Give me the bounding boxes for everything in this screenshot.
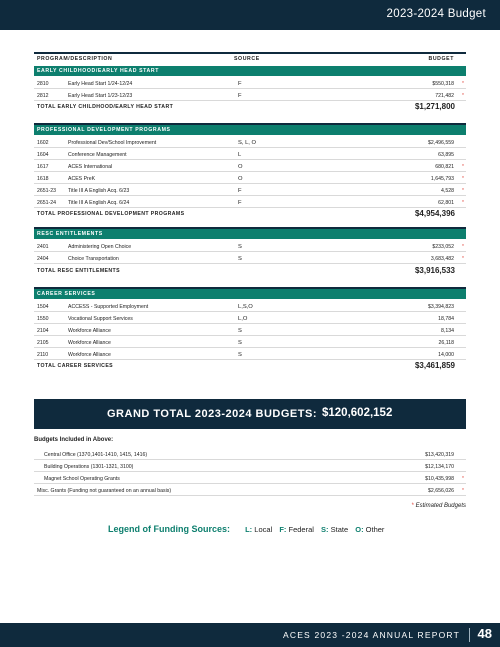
row-amount: 1,645,793 [430,176,454,182]
table-row [34,253,466,264]
table-row [34,90,466,101]
row-amount: 14,000 [438,352,454,358]
row-code: 2105 [37,340,49,346]
row-source: L,O [238,316,248,322]
row-source: L,S,O [238,304,253,310]
row-code: 2651-24 [37,200,57,206]
estimate-star: * [462,176,464,182]
estimate-star: * [462,200,464,206]
row-code: 2401 [37,244,49,250]
row-code: 1602 [37,140,49,146]
row-code: 2812 [37,93,49,99]
included-row [34,473,466,484]
table-row [34,197,466,208]
table-row [34,349,466,360]
row-source: F [238,81,242,87]
included-row [34,449,466,460]
header-band [0,0,500,30]
total-value: $3,916,533 [414,266,455,275]
column-header-row [34,54,466,65]
section-total-professional-development [34,208,466,220]
grand-total-value: $120,602,152 [322,407,393,419]
row-amount: 26,118 [438,340,454,346]
total-label: TOTAL CAREER SERVICES [37,363,114,369]
table-row [34,185,466,196]
row-code: 1604 [37,152,49,158]
estimate-star: * [462,476,464,482]
row-amount: $2,496,559 [428,140,454,146]
estimate-star: * [462,488,464,494]
row-code: 2810 [37,81,49,87]
row-description: Professional Dev/School Improvement [68,140,157,146]
row-amount: 18,784 [438,316,454,322]
page-number: 48 [477,626,492,641]
included-label: Misc. Grants (Funding not guaranteed on an annual basis) [37,488,172,494]
row-description: ACES International [68,164,113,170]
table-row [34,137,466,148]
row-amount: $550,318 [432,81,454,87]
included-amount: $13,420,319 [425,452,454,458]
legend-title: Legend of Funding Sources: [108,524,230,534]
funding-legend [108,524,384,534]
total-value: $3,461,859 [414,361,455,370]
estimated-budgets-note [412,503,466,509]
row-amount: 4,528 [441,188,454,194]
total-value: $4,954,396 [414,209,455,218]
total-label: TOTAL RESC ENTITLEMENTS [37,268,120,274]
row-code: 2110 [37,352,49,358]
row-source: S [238,244,242,250]
estimate-star: * [462,244,464,250]
section-header-early-childhood: EARLY CHILDHOOD/EARLY HEAD START [34,66,466,76]
section-total-career-services [34,360,466,372]
row-source: S [238,256,242,262]
row-code: 1618 [37,176,49,182]
table-row [34,149,466,160]
legend-key-local: L: [245,525,253,534]
row-amount: 63,895 [438,152,454,158]
row-description: Vocational Support Services [68,316,133,322]
total-label: TOTAL EARLY CHILDHOOD/EARLY HEAD START [37,104,174,110]
section-header-professional-development: PROFESSIONAL DEVELOPMENT PROGRAMS [34,125,466,135]
estimate-star: * [462,81,464,87]
row-source: F [238,188,242,194]
row-source: S [238,328,242,334]
section-total-resc-entitlements [34,265,466,277]
legend-key-federal: F: [279,525,287,534]
legend-key-state: S: [321,525,329,534]
row-description: Workforce Alliance [68,352,111,358]
row-amount: 3,683,482 [430,256,454,262]
section-total-early-childhood [34,101,466,113]
estimate-star: * [462,256,464,262]
estimate-star: * [411,503,414,509]
row-code: 2104 [37,328,49,334]
legend-key-other: O: [355,525,364,534]
included-budgets-title: Budgets Included in Above: [34,437,114,443]
included-row [34,485,466,496]
row-description: ACES PreK [68,176,96,182]
included-label: Central Office (1370,1401-1410, 1415, 1416) [44,452,148,458]
row-code: 2404 [37,256,49,262]
table-row [34,173,466,184]
total-label: TOTAL PROFESSIONAL DEVELOPMENT PROGRAMS [37,211,185,217]
legend-label-other: Other [365,525,385,534]
row-description: Workforce Alliance [68,340,111,346]
included-amount: $10,435,998 [425,476,454,482]
column-header-budget: BUDGET [428,56,454,62]
column-header-source: SOURCE [234,56,260,62]
row-source: S [238,352,242,358]
row-description: ACCESS - Supported Employment [68,304,149,310]
estimate-star: * [462,164,464,170]
row-code: 1550 [37,316,49,322]
table-row [34,301,466,312]
row-source: F [238,200,242,206]
row-description: Early Head Start 1/23-12/23 [68,93,133,99]
row-source: S [238,340,242,346]
row-amount: 680,821 [435,164,454,170]
row-source: L [238,152,242,158]
table-row [34,325,466,336]
grand-total-banner [34,399,466,429]
table-row [34,161,466,172]
table-row [34,241,466,252]
section-header-resc-entitlements: RESC ENTITLEMENTS [34,229,466,239]
row-source: F [238,93,242,99]
row-description: Title III A English Acq. 6/24 [68,200,130,206]
row-code: 1617 [37,164,49,170]
row-amount: $3,394,823 [428,304,454,310]
row-amount: 62,801 [438,200,454,206]
row-amount: $233,052 [432,244,454,250]
legend-label-state: State [330,525,349,534]
legend-label-local: Local [254,525,273,534]
row-code: 1504 [37,304,49,310]
table-row [34,78,466,89]
footer-divider [469,628,470,642]
row-amount: 8,134 [441,328,454,334]
included-label: Building Operations (1301-1321, 3100) [44,464,134,470]
row-source: S, L, O [238,140,257,146]
row-description: Choice Transportation [68,256,119,262]
row-description: Administering Open Choice [68,244,132,250]
row-description: Early Head Start 1/24-12/24 [68,81,133,87]
row-source: O [238,164,243,170]
table-row [34,337,466,348]
row-description: Workforce Alliance [68,328,111,334]
column-header-program: PROGRAM/DESCRIPTION [37,56,113,62]
estimated-budgets-text: Estimated Budgets [415,503,466,509]
included-label: Magnet School Operating Grants [44,476,120,482]
footer-report-title: ACES 2023 -2024 ANNUAL REPORT [282,630,460,640]
footer-band [0,623,500,647]
included-amount: $2,656,026 [428,488,454,494]
section-header-career-services: CAREER SERVICES [34,289,466,299]
grand-total-label: GRAND TOTAL 2023-2024 BUDGETS: [107,408,317,420]
row-description: Title III A English Acq. 6/23 [68,188,130,194]
row-description: Conference Management [68,152,127,158]
header-title: 2023-2024 Budget [386,8,486,20]
estimate-star: * [462,93,464,99]
included-row [34,461,466,472]
total-value: $1,271,800 [414,102,455,111]
estimate-star: * [462,188,464,194]
legend-label-federal: Federal [288,525,314,534]
row-amount: 721,482 [435,93,454,99]
table-row [34,313,466,324]
row-source: O [238,176,243,182]
row-code: 2651-23 [37,188,57,194]
included-amount: $12,134,170 [425,464,454,470]
